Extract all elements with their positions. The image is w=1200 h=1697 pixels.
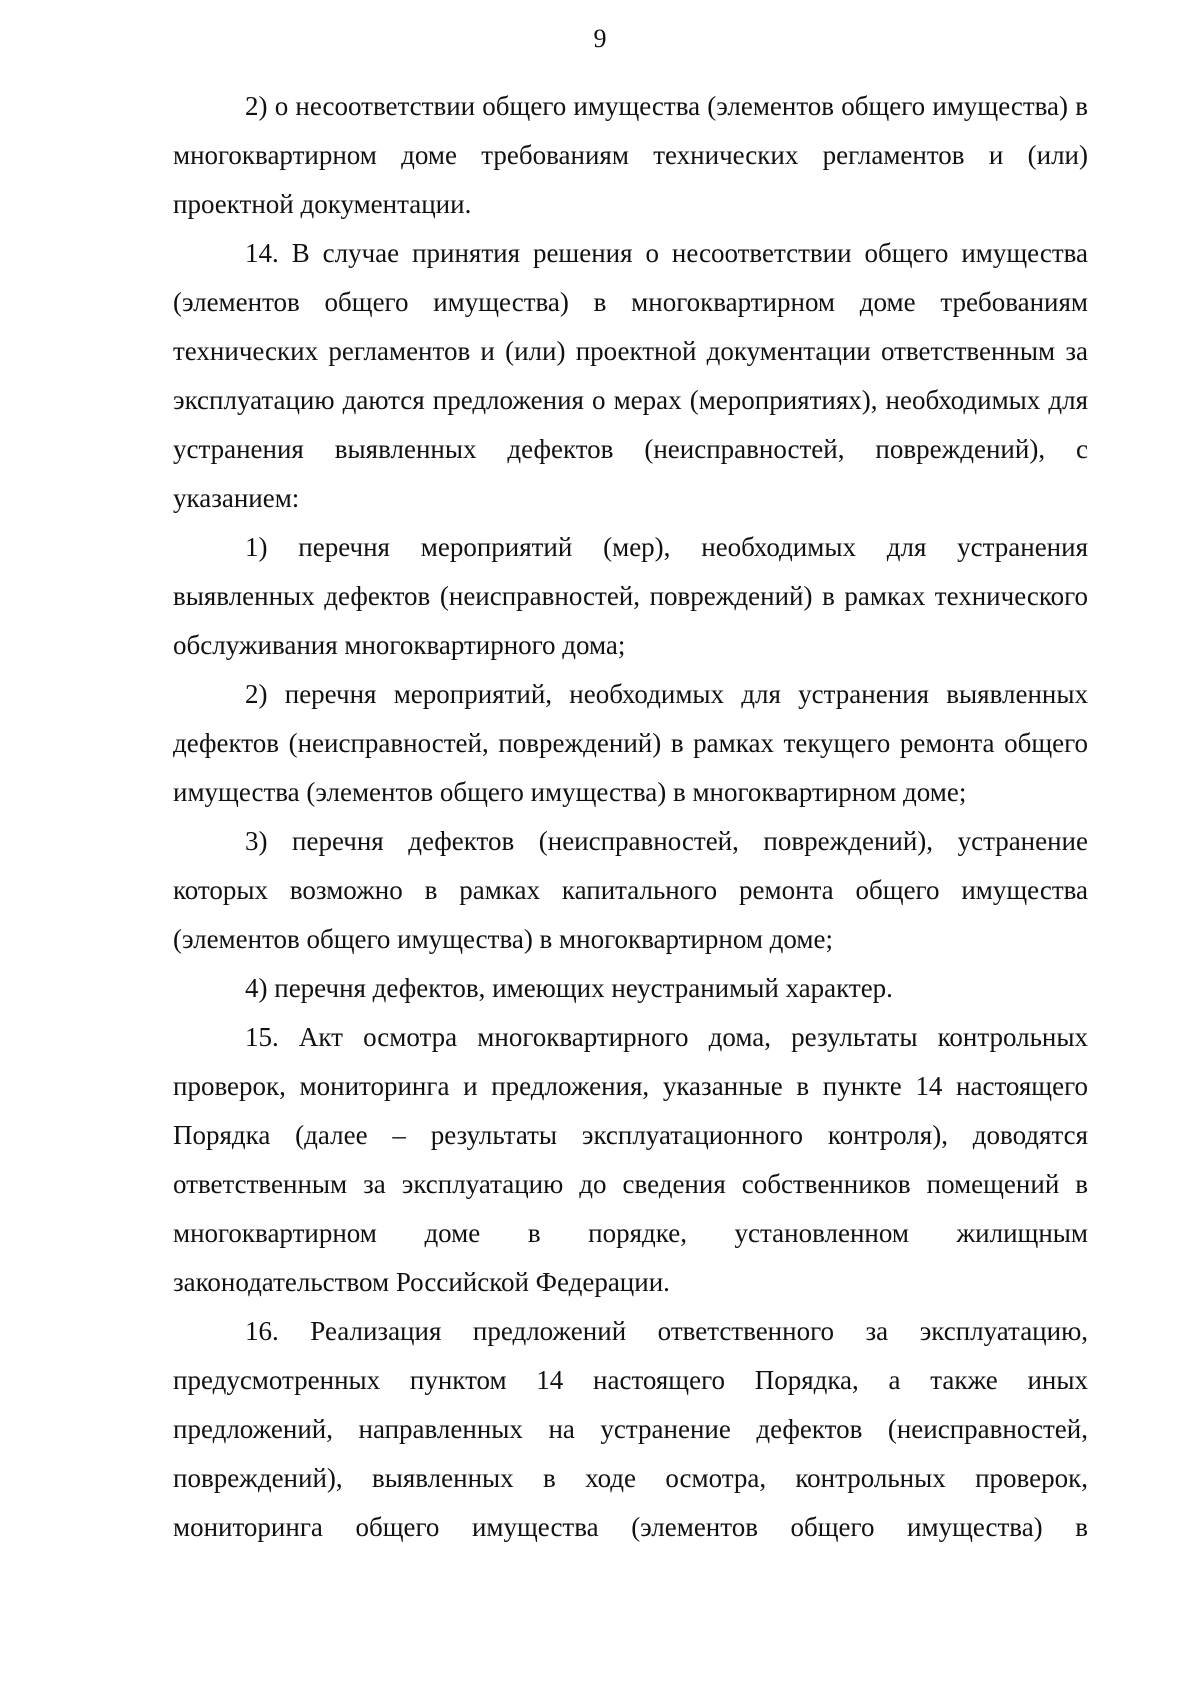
paragraph-clause-14: 14. В случае принятия решения о несоответствии общего имущества (элементов общего имущества) в многоквартирном доме требованиям технических регламентов и (или) проектной документации ответственным за эксплуатацию даются предложения о мерах (мероприятиях), необходимых для устранения выявленных дефектов (неисправностей, повреждений), с указанием:	[173, 238, 1088, 513]
paragraph-item-2-current-repair: 2) перечня мероприятий, необходимых для устранения выявленных дефектов (неисправностей, повреждений) в рамках текущего ремонта общего имущества (элементов общего имущества) в многоквартирном доме;	[173, 679, 1088, 807]
paragraph-clause-15: 15. Акт осмотра многоквартирного дома, результаты контрольных проверок, мониторинга и предложения, указанные в пункте 14 настоящего Порядка (далее – результаты эксплуатационного контроля), доводятся ответственным за эксплуатацию до сведения собственников помещений в многоквартирном доме в порядке, установленном жилищным законодательством Российской Федерации.	[173, 1022, 1088, 1297]
paragraph-item-3-capital-repair: 3) перечня дефектов (неисправностей, повреждений), устранение которых возможно в рамках капитального ремонта общего имущества (элементов общего имущества) в многоквартирном доме;	[173, 826, 1088, 954]
document-body	[173, 82, 1088, 1552]
paragraph-clause-16: 16. Реализация предложений ответственного за эксплуатацию, предусмотренных пунктом 14 настоящего Порядка, а также иных предложений, направленных на устранение дефектов (неисправностей, повреждений), выявленных в ходе осмотра, контрольных проверок, мониторинга общего имущества (элементов общего имущества) в	[173, 1316, 1088, 1542]
page-number: 9	[593, 24, 607, 53]
paragraph-item-2-nonconformity: 2) о несоответствии общего имущества (элементов общего имущества) в многоквартирном доме требованиям технических регламентов и (или) проектной документации.	[173, 91, 1088, 219]
paragraph-item-4-irremovable: 4) перечня дефектов, имеющих неустранимый характер.	[245, 973, 893, 1003]
paragraph-item-1-maintenance: 1) перечня мероприятий (мер), необходимых для устранения выявленных дефектов (неисправностей, повреждений) в рамках технического обслуживания многоквартирного дома;	[173, 532, 1088, 660]
